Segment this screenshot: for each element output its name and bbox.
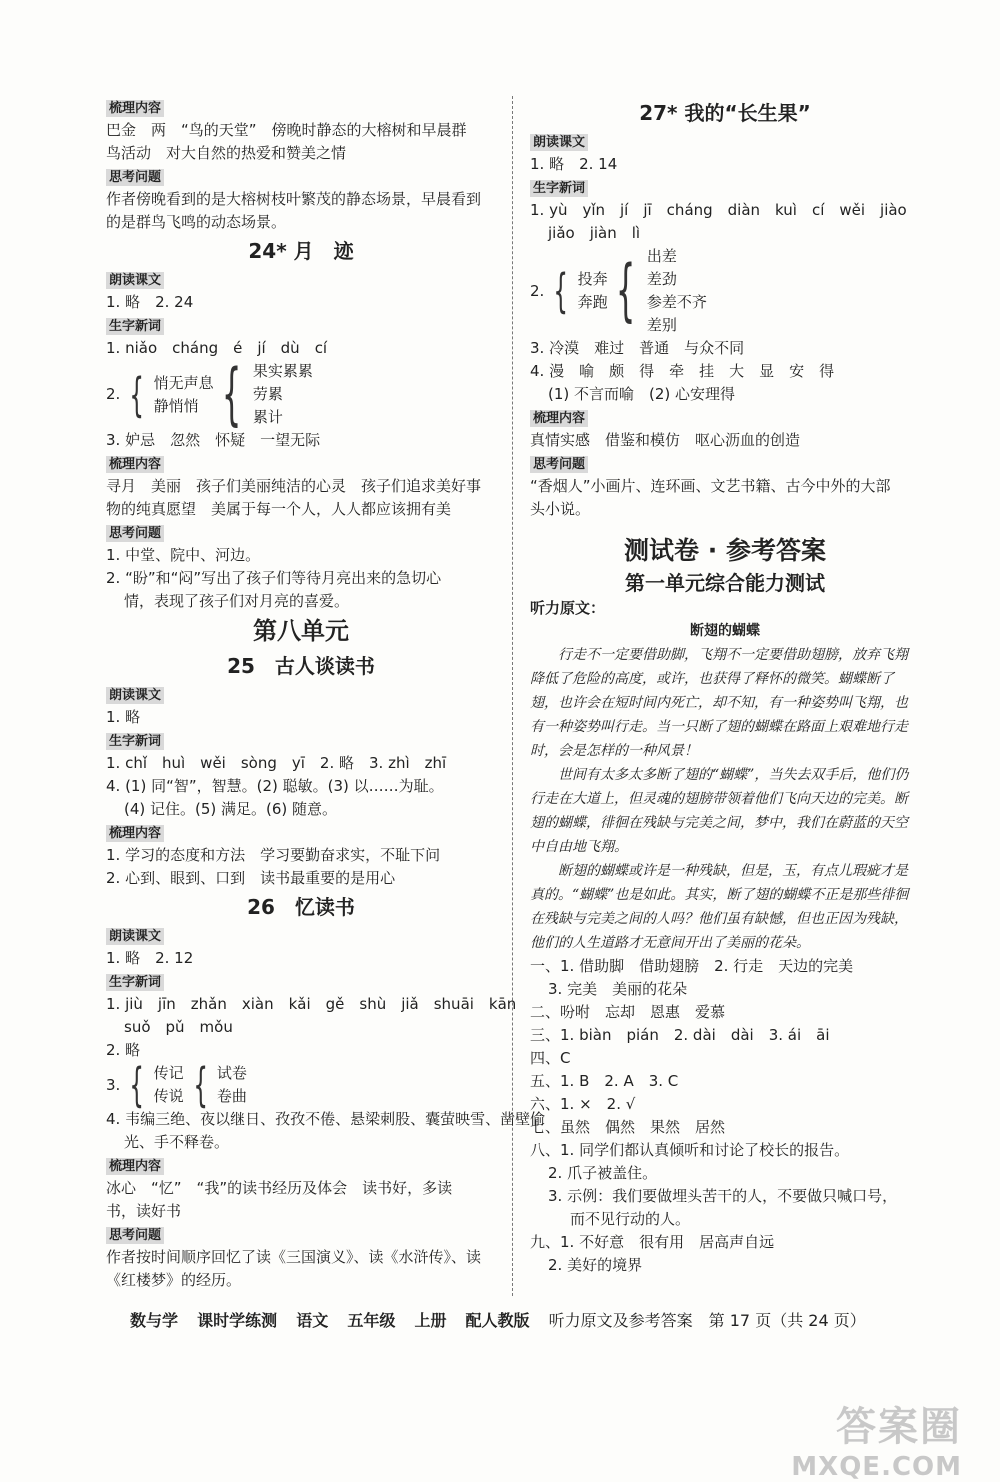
answer-line: 《红楼梦》的经历。 [106,1271,242,1289]
left-column [106,96,546,1292]
section-tag: 朗读课文 [530,134,588,151]
lesson-26-title: 26 忆读书 [247,895,355,919]
item-number: 3. [106,1075,121,1094]
answer-line: 作者傍晚看到的是大榕树枝叶繁茂的静态场景，早晨看到 [106,190,482,208]
answer-line: “香烟人”小画片、连环画、文艺书籍、古今中外的大部 [530,477,891,495]
section-tag: 梳理内容 [106,100,164,117]
word: 劳累 [252,385,283,403]
answer-line: 一、1. 借助脚 借助翅膀 2. 行走 天边的完美 [530,957,854,975]
answer-line: 而不见行动的人。 [570,1210,691,1228]
word: 累计 [252,408,283,426]
footer-page-info: 听力原文及参考答案 第 17 页（共 24 页） [548,1311,866,1330]
answer-line: 情，表现了孩子们对月亮的喜爱。 [124,592,350,610]
brace-symbol: { [221,354,241,434]
lesson-24-title: 24* 月 迹 [248,239,354,263]
word: 奔跑 [577,293,608,311]
answer-line: 巴金 两 “鸟的天堂” 傍晚时静态的大榕树和早晨群 [106,121,467,139]
answer-line: 1. 略 2. 24 [106,293,194,311]
footer-volume: 上册 [414,1311,447,1330]
answer-line: 1. yù yǐn jí jī cháng diàn kuì cí wěi jiào [530,201,907,219]
section-tag: 梳理内容 [106,1158,164,1175]
answer-line: 2. 心到、眼到、口到 读书最重要的是用心 [106,869,396,887]
section-tag: 思考问题 [530,456,588,473]
answer-line: 3. 冷漠 难过 普通 与众不同 [530,339,745,357]
brace-symbol: { [615,251,635,330]
section-tag: 生字新词 [106,733,164,750]
section-tag: 朗读课文 [106,272,164,289]
answer-line: 寻月 美丽 孩子们美丽纯洁的心灵 孩子们追求美好事 [106,477,482,495]
lesson-27-title: 27* 我的“长生果” [639,101,811,125]
section-tag: 朗读课文 [106,928,164,945]
answer-line: 2. “盼”和“闷”写出了孩子们等待月亮出来的急切心 [106,569,442,587]
story-paragraph: 世间有太多太多断了翅的“蝴蝶”，当失去双手后，他们仍行走在大道上，但灵魂的翅膀带领着他们飞向天边的完美。断翅的蝴蝶，徘徊在残缺与完美之间，梦中，我们在蔚蓝的天空中自由地飞翔。 [530,767,909,855]
answer-line: 4. (1) 同“智”，智慧。(2) 聪敏。(3) 以……为耻。 [106,777,444,795]
answer-line: 七、虽然 偶然 果然 居然 [530,1118,726,1136]
answer-line: 1. 中堂、院中、河边。 [106,546,261,564]
answer-line: 3. 妒忌 忽然 怀疑 一望无际 [106,431,321,449]
footer-subject: 语文 [296,1311,329,1330]
footer-grade: 五年级 [347,1311,396,1330]
word: 参差不齐 [646,293,707,311]
story-paragraph: 行走不一定要借助脚，飞翔不一定要借助翅膀，放弃飞翔降低了危险的高度，或许，也获得了释怀的微笑。蝴蝶断了翅，也许会在短时间内死亡，却不知，有一种姿势叫飞翔，也有一种姿势叫行走。当一只断了翅的蝴蝶在路面上艰难地行走时，会是怎样的一种风景！ [530,647,908,759]
word: 投奔 [577,270,608,288]
page-footer [130,1308,930,1331]
answer-line: 作者按时间顺序回忆了读《三国演义》、读《水浒传》、读 [106,1248,482,1266]
word-group-brace [106,1058,496,1112]
section-tag: 梳理内容 [106,825,164,842]
brace-symbol: { [553,264,569,318]
section-tag: 生字新词 [530,180,588,197]
word: 差别 [646,316,677,334]
answer-line: 2. 略 [106,1041,141,1059]
test-answers-title: 测试卷 · 参考答案 [624,536,826,565]
section-tag: 生字新词 [106,974,164,991]
word: 差劲 [646,270,677,288]
word-group-brace [530,245,920,337]
word: 传记 [153,1064,184,1082]
brace-symbol: { [129,367,145,422]
watermark [791,1395,962,1482]
answer-line: 冰心 “忆” “我”的读书经历及体会 读书好，多读 [106,1179,453,1197]
answer-line: jiǎo jiàn lì [548,224,641,242]
word: 出差 [646,247,677,265]
answer-line: 1. 学习的态度和方法 学习要勤奋求实，不耻下问 [106,846,441,864]
answer-line: 物的纯真愿望 美属于每一个人，人人都应该拥有美 [106,500,452,518]
word: 卷曲 [216,1087,247,1105]
answer-line: 1. 略 2. 14 [530,155,618,173]
answer-line: 1. 略 2. 12 [106,949,194,967]
answer-line: suǒ pǔ mǒu [124,1018,233,1036]
answer-line: 鸟活动 对大自然的热爱和赞美之情 [106,144,347,162]
answer-line: (4) 记住。(5) 满足。(6) 随意。 [124,800,338,818]
answer-line: 真情实感 借鉴和模仿 呕心沥血的创造 [530,431,801,449]
answer-line: 二、吩咐 忘却 恩惠 爱慕 [530,1003,726,1021]
answer-line: 3. 完美 美丽的花朵 [548,980,688,998]
lesson-25-title: 25 古人谈读书 [227,654,375,678]
section-tag: 思考问题 [106,525,164,542]
section-tag: 梳理内容 [530,410,588,427]
answer-line: 1. jiù jīn zhǎn xiàn kǎi gě shù jiǎ shuāi kān [106,995,517,1013]
footer-series: 课时学练测 [197,1311,278,1330]
listening-label: 听力原文： [530,599,606,617]
answer-line: 四、C [530,1049,571,1067]
test-subtitle: 第一单元综合能力测试 [625,571,825,595]
brace-symbol: { [129,1058,145,1112]
word-group-brace [106,354,496,434]
section-tag: 梳理内容 [106,456,164,473]
section-tag: 思考问题 [106,169,164,186]
story-paragraph: 断翅的蝴蝶或许是一种残缺，但是，玉，有点儿瑕疵才是真的。“蝴蝶”也是如此。其实，断了翅的蝴蝶不正是那些徘徊在残缺与完美之间的人吗？他们虽有缺憾，但也正因为残缺，他们的人生道路才无意间开出了美丽的花朵。 [530,863,909,951]
word: 试卷 [216,1064,247,1082]
answer-line: 1. niǎo cháng é jí dù cí [106,339,328,357]
answer-line: 头小说。 [530,500,591,518]
word: 果实累累 [252,362,313,380]
item-number: 2. [530,281,545,300]
brace-symbol: { [192,1058,208,1112]
footer-edition: 配人教版 [465,1311,530,1330]
answer-line: 八、1. 同学们都认真倾听和讨论了校长的报告。 [530,1141,850,1159]
section-tag: 思考问题 [106,1227,164,1244]
answer-line: 的是群鸟飞鸣的动态场景。 [106,213,287,231]
word: 静悄悄 [153,396,199,415]
right-column [530,96,920,1277]
footer-brand: 数与学 [130,1311,179,1330]
section-tag: 生字新词 [106,318,164,335]
word: 传说 [153,1087,184,1105]
section-tag: 朗读课文 [106,687,164,704]
answer-line: 2. 爪子被盖住。 [548,1164,658,1182]
answer-line: 4. 漫 喻 颇 得 牵 挂 大 显 安 得 [530,362,835,380]
answer-line: 五、1. B 2. A 3. C [530,1072,679,1090]
watermark-logo: 答案圈 [836,1404,962,1450]
answer-line: 1. chǐ huì wěi sòng yī 2. 略 3. zhì zhī [106,754,447,772]
answer-line: 光、手不释卷。 [124,1133,230,1151]
unit-8-heading: 第八单元 [253,617,349,645]
answer-line: 3. 示例：我们要做埋头苦干的人，不要做只喊口号， [548,1187,898,1205]
answer-line: 三、1. biàn pián 2. dài dài 3. ái āi [530,1026,830,1044]
word: 悄无声息 [153,373,214,392]
answer-line: 2. 美好的境界 [548,1256,643,1274]
answer-line: (1) 不言而喻 (2) 心安理得 [548,385,736,403]
answer-line: 六、1. × 2. √ [530,1095,636,1113]
item-number: 2. [106,385,121,403]
answer-line: 1. 略 [106,708,141,726]
story-title: 断翅的蝴蝶 [690,623,760,639]
answer-line: 九、1. 不好意 很有用 居高声自远 [530,1233,775,1251]
answer-line: 4. 韦编三绝、夜以继日、孜孜不倦、悬梁刺股、囊萤映雪、凿壁偷 [106,1110,546,1128]
watermark-url: MXQE.COM [791,1452,962,1482]
answer-line: 书，读好书 [106,1202,182,1220]
